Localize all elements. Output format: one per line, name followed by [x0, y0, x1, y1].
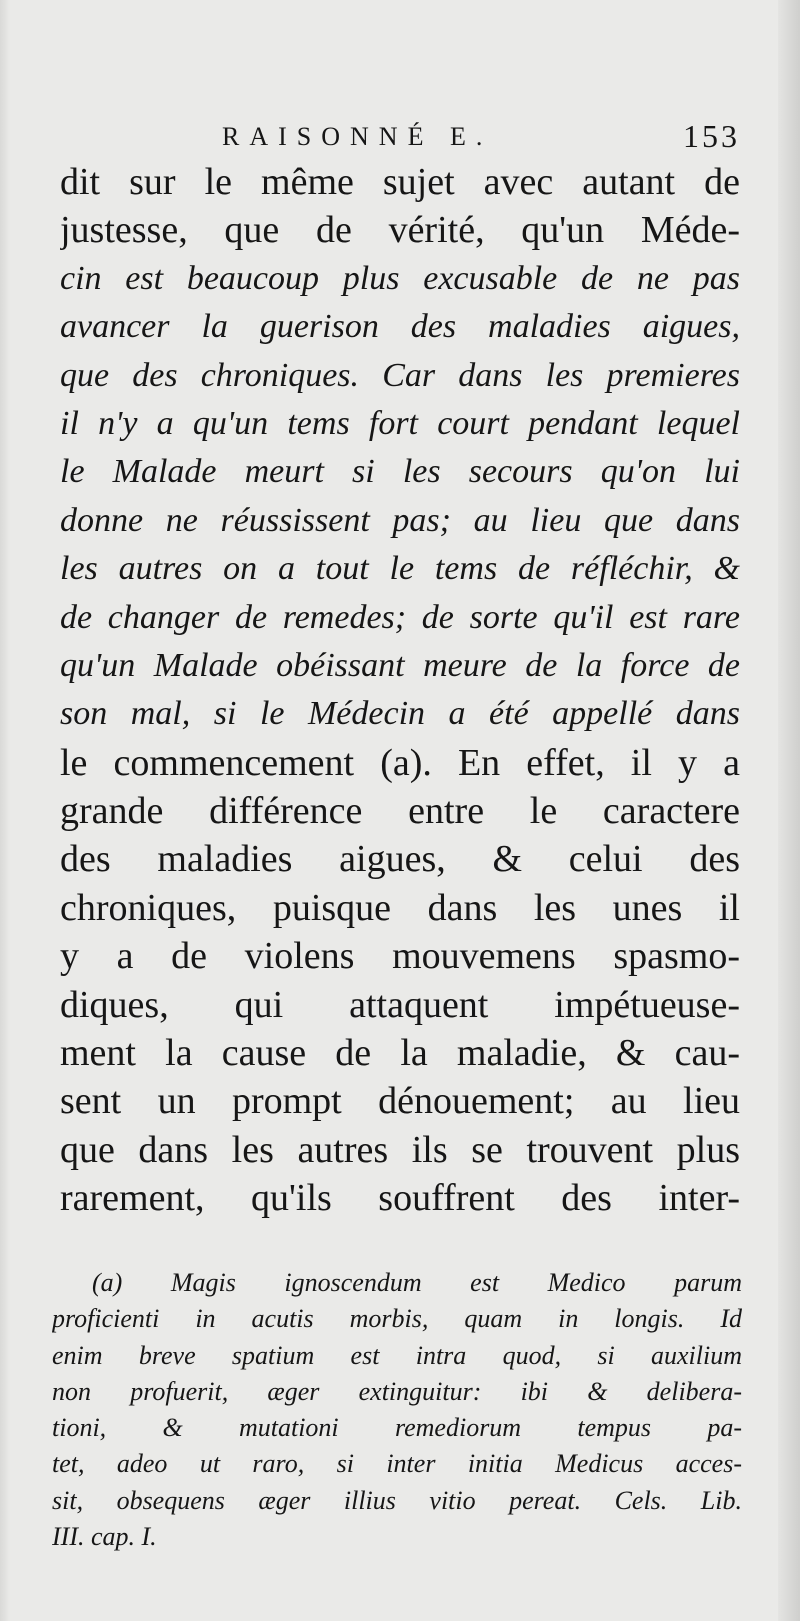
text-line: ment la cause de la maladie, & cau-	[60, 1032, 740, 1075]
page-header	[60, 118, 740, 162]
text-line: de changer de remedes; de sorte qu'il est rare	[60, 598, 740, 636]
footnote-line: III. cap. I.	[52, 1522, 157, 1552]
text-line: chroniques, puisque dans les unes il	[60, 886, 740, 929]
footnote-line: tioni, & mutationi remediorum tempus pa-	[52, 1413, 742, 1443]
text-line: avancer la guerison des maladies aigues,	[60, 308, 740, 346]
text-line: le Malade meurt si les secours qu'on lui	[60, 453, 740, 491]
footnote-line: (a) Magis ignoscendum est Medico parum	[92, 1268, 742, 1297]
text-line: les autres on a tout le tems de réfléchir, &	[60, 550, 740, 588]
text-line: des maladies aigues, & celui des	[60, 838, 740, 881]
text-line: donne ne réussissent pas; au lieu que dans	[60, 501, 740, 539]
footnote-line: tet, adeo ut raro, si inter initia Medicus acces-	[52, 1449, 742, 1479]
text-line: justesse, que de vérité, qu'un Méde-	[60, 209, 740, 252]
text-line: il n'y a qu'un tems fort court pendant lequel	[60, 404, 740, 442]
text-line: qu'un Malade obéissant meure de la force de	[60, 646, 740, 684]
text-line: son mal, si le Médecin a été appellé dans	[60, 695, 740, 733]
text-line: rarement, qu'ils souffrent des inter-	[60, 1177, 740, 1220]
text-line: cin est beaucoup plus excusable de ne pas	[60, 259, 740, 297]
footnote-line: sit, obsequens æger illius vitio pereat. Cels. Lib.	[52, 1485, 742, 1515]
footnote	[52, 1265, 742, 1555]
text-line: que dans les autres ils se trouvent plus	[60, 1128, 740, 1171]
footnote-line: enim breve spatium est intra quod, si auxilium	[52, 1340, 742, 1370]
page-right-edge	[778, 0, 800, 1621]
page-left-edge	[0, 0, 10, 1621]
text-line: le commencement (a). En effet, il y a	[60, 741, 740, 784]
text-line: sent un prompt dénouement; au lieu	[60, 1080, 740, 1123]
text-line: dit sur le même sujet avec autant de	[60, 161, 740, 203]
text-line: diques, qui attaquent impétueuse-	[60, 983, 740, 1026]
text-line: y a de violens mouvemens spasmo-	[60, 935, 740, 978]
page-number: 153	[683, 118, 740, 154]
footnote-line: non profuerit, æger extinguitur: ibi & delibera-	[52, 1376, 742, 1406]
text-line: que des chroniques. Car dans les premieres	[60, 356, 740, 394]
main-text	[60, 158, 740, 1223]
footnote-line: proficienti in acutis morbis, quam in longis. Id	[52, 1304, 742, 1334]
text-line: grande différence entre le caractere	[60, 790, 740, 833]
running-head: RAISONNÉ E.	[222, 122, 493, 151]
